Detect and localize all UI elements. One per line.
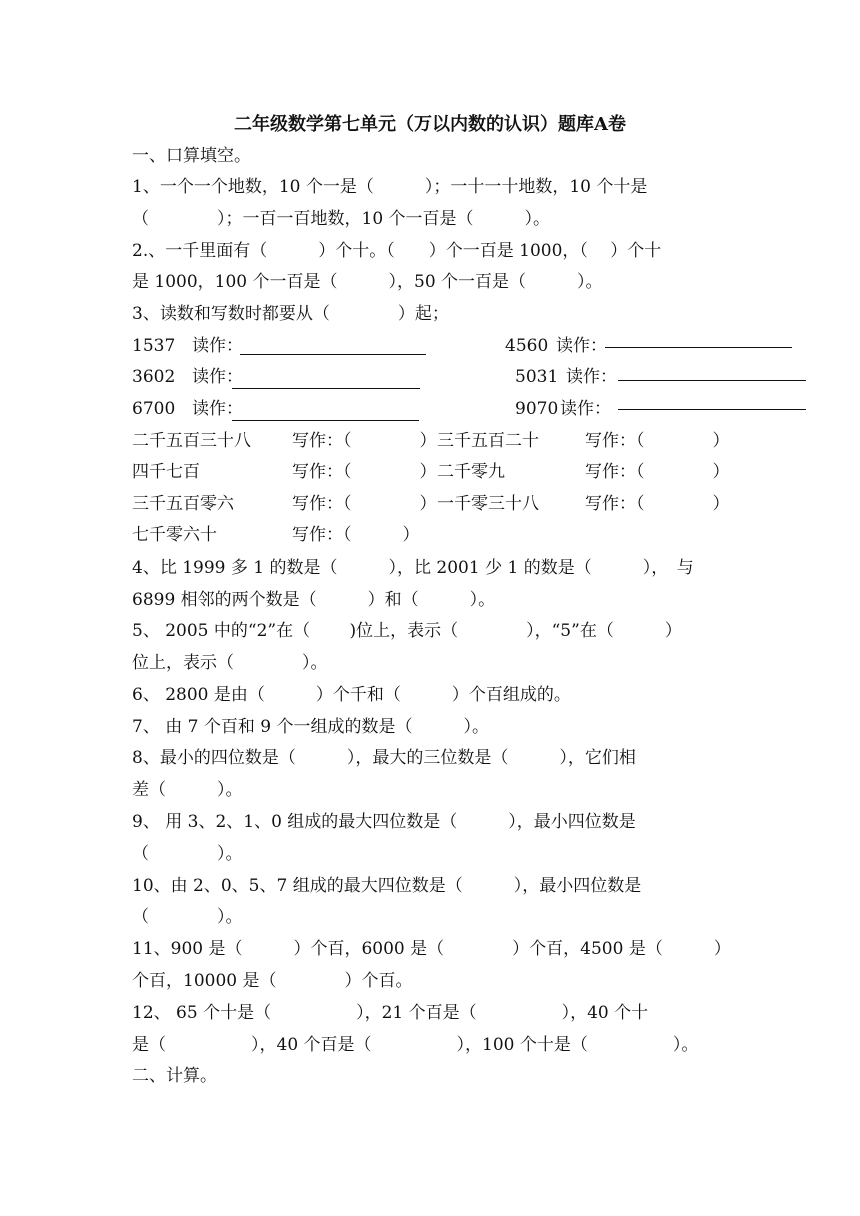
write-words: 二千五百三十八 (132, 431, 251, 451)
question-9-line-1: 9、 用 3、2、1、0 组成的最大四位数是（ ），最小四位数是 (132, 812, 636, 832)
question-8-line-2: 差（ ）。 (132, 780, 243, 800)
read-label: 读作： (192, 336, 243, 356)
write-words: 三千五百二十 (437, 431, 539, 451)
write-words: 二千零九 (437, 462, 505, 482)
read-number: 9070 (515, 399, 559, 419)
answer-underline (618, 409, 806, 410)
question-8-line-1: 8、最小的四位数是（ ），最大的三位数是（ ），它们相 (132, 748, 636, 768)
answer-underline (240, 354, 426, 355)
write-label: 写作：（ ） (585, 494, 730, 514)
question-12-line-2: 是（ ），40 个百是（ ），100 个十是（ ）。 (132, 1035, 699, 1055)
write-label: 写作：（ ） (292, 494, 437, 514)
question-2-line-2: 是 1000，100 个一百是（ ），50 个一百是（ ）。 (132, 272, 603, 292)
write-words: 七千零六十 (132, 525, 217, 545)
read-number: 3602 (132, 367, 176, 387)
write-label: 写作：（ ） (585, 462, 730, 482)
question-10-line-1: 10、由 2、0、5、7 组成的最大四位数是（ ），最小四位数是 (132, 876, 642, 896)
question-11-line-1: 11、900 是（ ）个百，6000 是（ ）个百，4500 是（ ） (132, 939, 731, 959)
question-2-line-1: 2.、一千里面有（ ）个十。（ ）个一百是 1000，（ ）个十 (132, 241, 662, 261)
question-6: 6、 2800 是由（ ）个千和（ ）个百组成的。 (132, 685, 571, 705)
question-10-line-2: （ ）。 (132, 907, 243, 927)
question-7: 7、 由 7 个百和 9 个一组成的数是（ ）。 (132, 717, 489, 737)
page-title: 二年级数学第七单元（万以内数的认识）题库A卷 (234, 114, 626, 135)
read-number: 4560 (505, 336, 549, 356)
section-heading-1: 一、口算填空。 (132, 146, 251, 166)
write-label: 写作：（ ） (585, 431, 730, 451)
read-label: 读作： (192, 399, 243, 419)
question-5-line-1: 5、 2005 中的“2”在（ )位上，表示（ ），“5”在（ ） (132, 621, 682, 641)
question-4-line-1: 4、比 1999 多 1 的数是（ ），比 2001 少 1 的数是（ ）， 与 (132, 558, 694, 578)
answer-underline (232, 420, 419, 421)
question-3-line-1: 3、读数和写数时都要从（ ）起； (132, 304, 449, 324)
answer-underline (605, 347, 792, 348)
read-label: 读作： (566, 367, 617, 387)
write-label: 写作：（ ） (292, 431, 437, 451)
write-words: 四千七百 (132, 462, 200, 482)
write-label: 写作：（ ） (292, 525, 420, 545)
answer-underline (232, 388, 420, 389)
question-4-line-2: 6899 相邻的两个数是（ ）和（ ）。 (132, 590, 496, 610)
question-9-line-2: （ ）。 (132, 844, 243, 864)
write-label: 写作：（ ） (292, 462, 437, 482)
read-label: 读作： (556, 336, 607, 356)
read-label: 读作： (560, 399, 611, 419)
write-words: 三千五百零六 (132, 494, 234, 514)
question-1-line-1: 1、一个一个地数，10 个一是（ ）；一十一十地数，10 个十是 (132, 177, 648, 197)
read-number: 1537 (132, 336, 176, 356)
question-5-line-2: 位上，表示（ ）。 (132, 653, 328, 673)
question-11-line-2: 个百，10000 是（ ）个百。 (132, 971, 413, 991)
section-heading-2: 二、计算。 (132, 1066, 217, 1086)
question-12-line-1: 12、 65 个十是（ ），21 个百是（ ），40 个十 (132, 1003, 649, 1023)
read-number: 6700 (132, 399, 176, 419)
read-number: 5031 (515, 367, 559, 387)
read-label: 读作： (192, 367, 243, 387)
question-1-line-2: （ ）；一百一百地数，10 个一百是（ ）。 (132, 209, 551, 229)
answer-underline (618, 380, 806, 381)
write-words: 一千零三十八 (437, 494, 539, 514)
